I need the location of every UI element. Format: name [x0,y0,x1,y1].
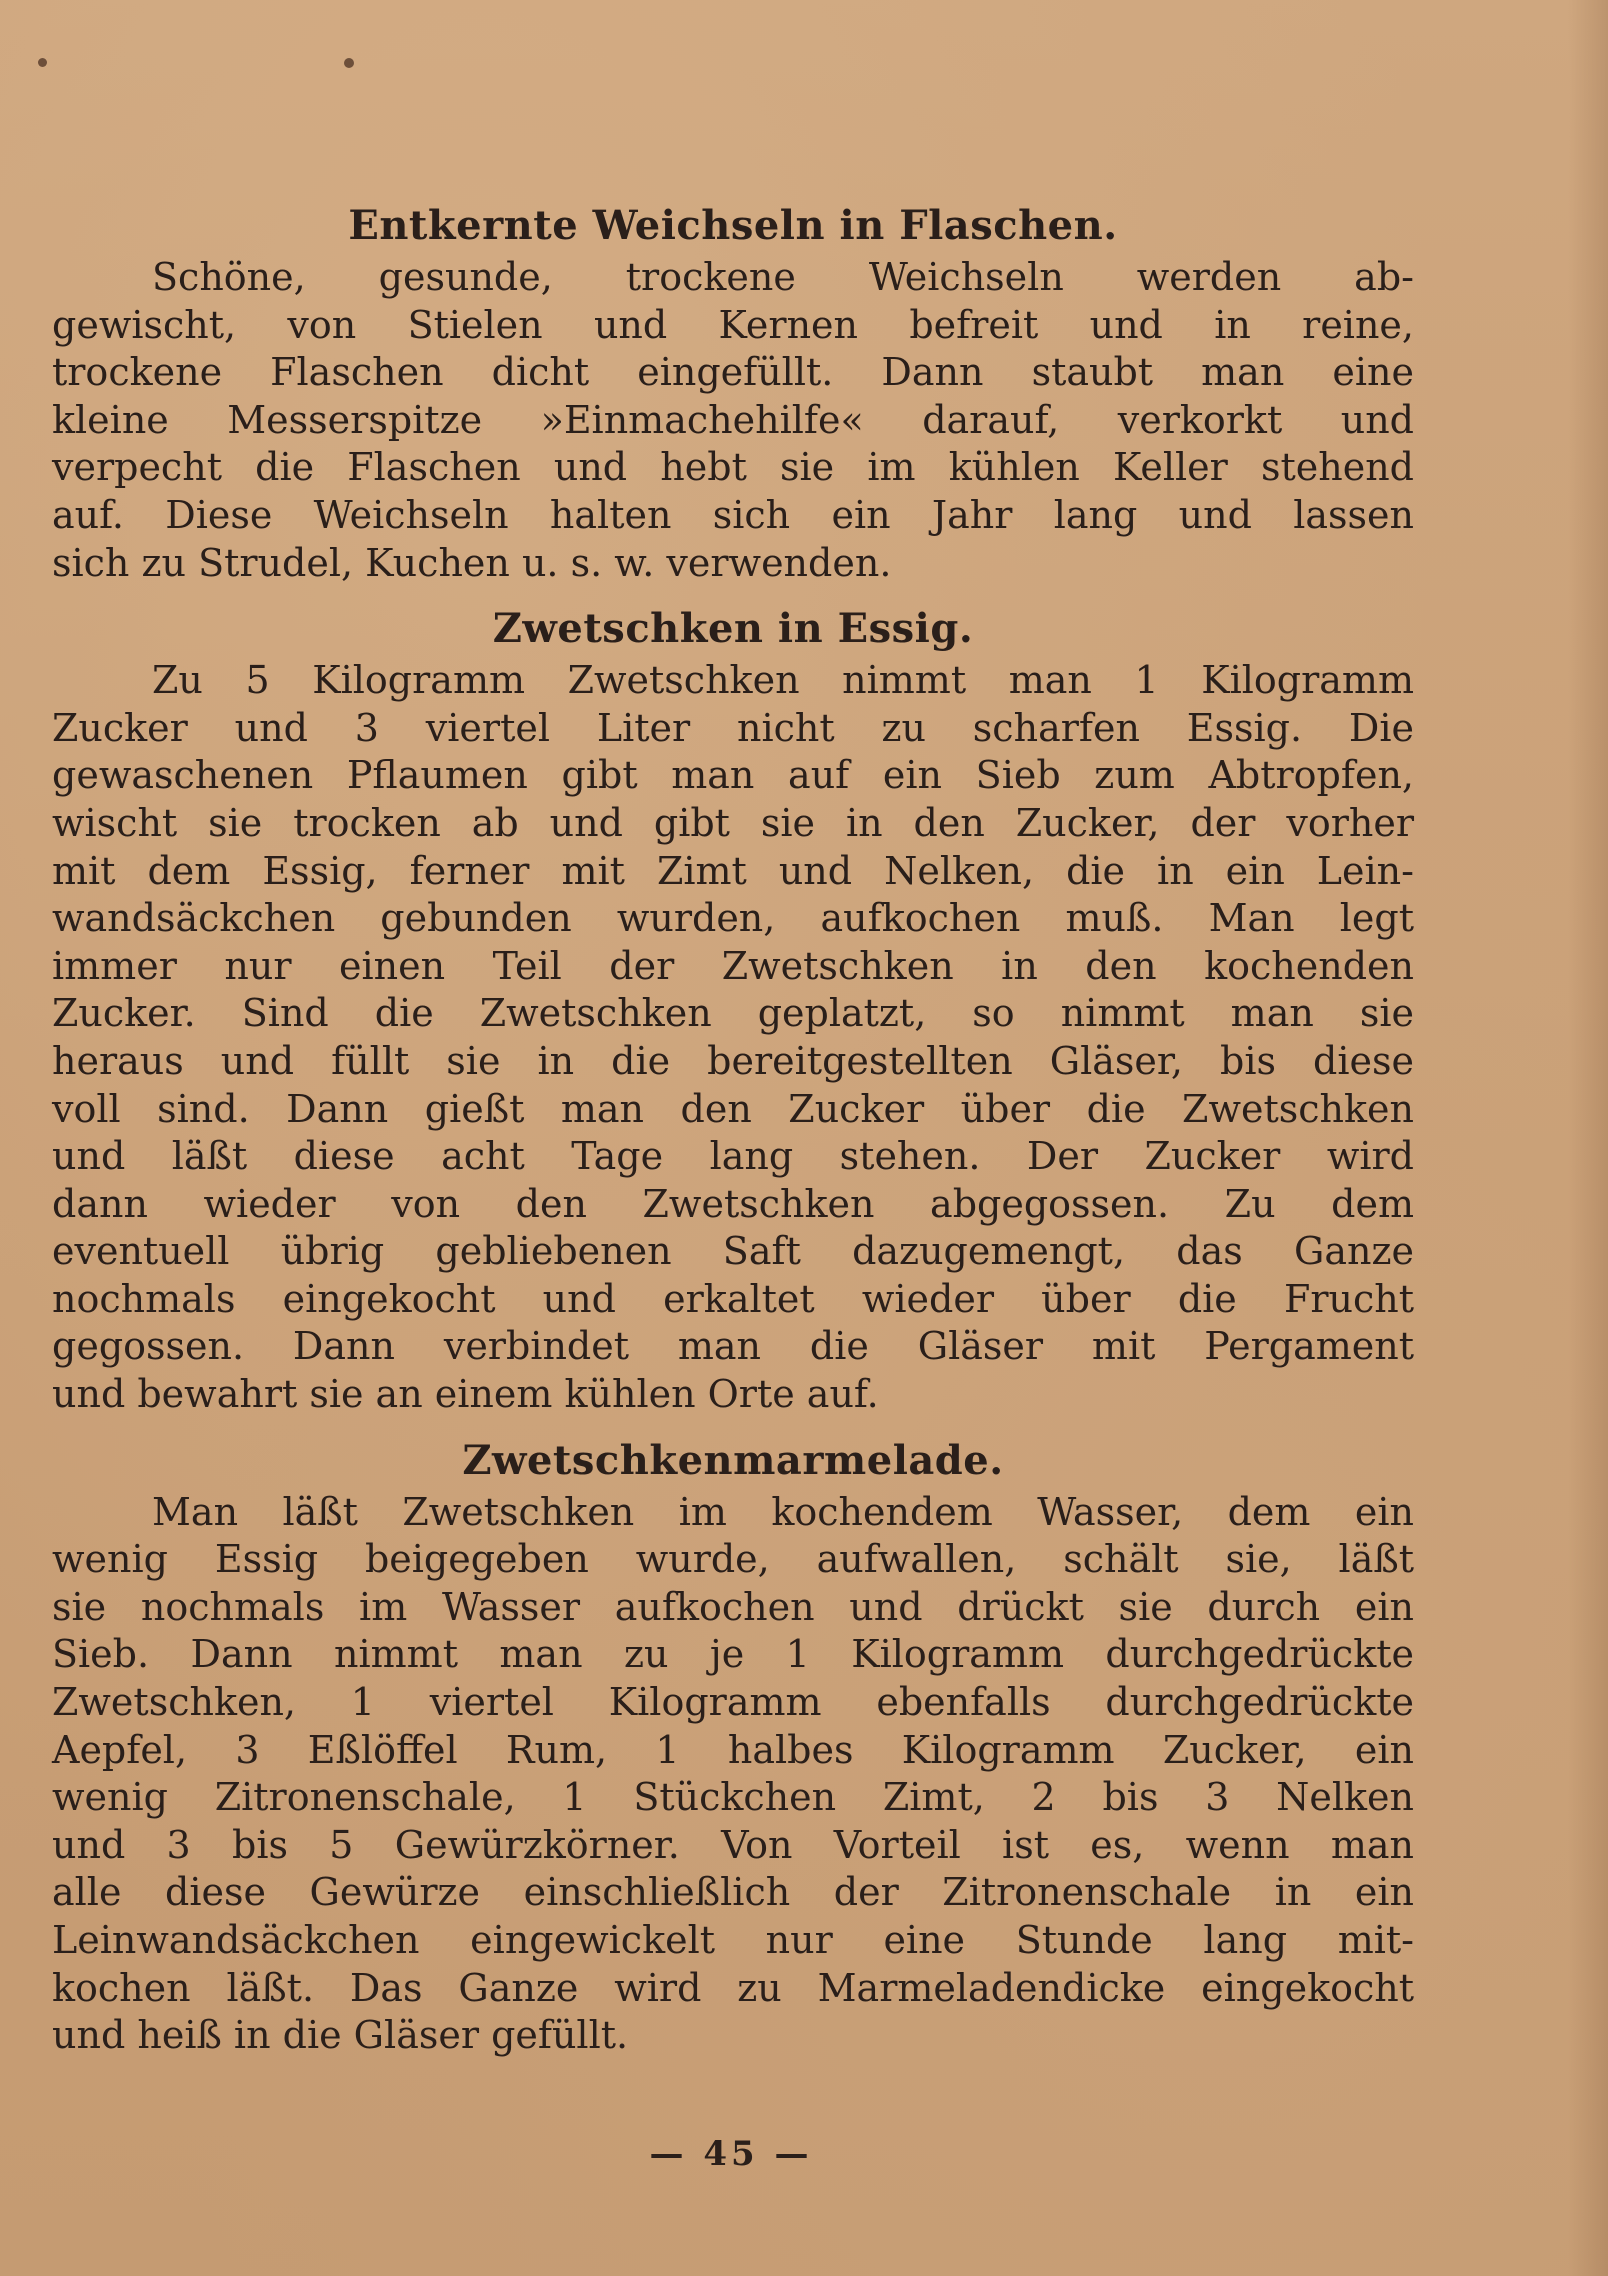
text-line: heraus und füllt sie in die bereitgestellten Gläser, bis diese [52,1038,1414,1083]
text-line: nochmals eingekocht und erkaltet wieder über die Frucht [52,1276,1414,1321]
text-line: Man läßt Zwetschken im kochendem Wasser, dem ein [152,1489,1414,1534]
text-line: Leinwandsäckchen eingewickelt nur eine Stunde lang mit- [52,1918,1414,1962]
text-line: trockene Flaschen dicht eingefüllt. Dann staubt man eine [52,350,1414,395]
text-line: Schöne, gesunde, trockene Weichseln werden ab- [152,255,1414,299]
text-line: Zucker. Sind die Zwetschken geplatzt, so nimmt man sie [52,991,1414,1036]
page-number: — 45 — [649,2134,813,2174]
recipe-zwetschken-essig [52,601,1414,1419]
recipe-zwetschkenmarmelade [52,1433,1414,2060]
recipe-heading: Zwetschken in Essig. [492,605,974,653]
recipe-weichseln [52,198,1414,587]
text-line: auf. Diese Weichseln halten sich ein Jahr lang und lassen [52,492,1414,537]
text-line: mit dem Essig, ferner mit Zimt und Nelken, die in ein Lein- [52,848,1414,893]
text-line: immer nur einen Teil der Zwetschken in den kochenden [52,943,1414,988]
ink-speck [38,58,47,67]
text-line: sich zu Strudel, Kuchen u. s. w. verwenden. [52,540,892,585]
text-line: wandsäckchen gebunden wurden, aufkochen muß. Man legt [52,896,1414,941]
text-line: gewaschenen Pflaumen gibt man auf ein Sieb zum Abtropfen, [52,753,1414,798]
text-line: Sieb. Dann nimmt man zu je 1 Kilogramm durchgedrückte [52,1632,1414,1677]
text-line: verpecht die Flaschen und hebt sie im kühlen Keller stehend [52,445,1414,490]
text-line: wischt sie trocken ab und gibt sie in den Zucker, der vorher [52,800,1414,845]
text-line: Aepfel, 3 Eßlöffel Rum, 1 halbes Kilogramm Zucker, ein [52,1727,1414,1772]
text-line: Zucker und 3 viertel Liter nicht zu scharfen Essig. Die [52,705,1414,750]
text-line: Zwetschken, 1 viertel Kilogramm ebenfalls durchgedrückte [52,1680,1414,1725]
text-line: und 3 bis 5 Gewürzkörner. Von Vorteil ist es, wenn man [52,1822,1414,1867]
recipe-heading: Entkernte Weichseln in Flaschen. [348,202,1118,249]
text-line: und bewahrt sie an einem kühlen Orte auf. [52,1372,879,1417]
page-text [52,198,1414,2060]
text-line: und läßt diese acht Tage lang stehen. Der Zucker wird [52,1134,1414,1179]
text-line: kleine Messerspitze »Einmachehilfe« darauf, verkorkt und [52,397,1414,442]
text-line: kochen läßt. Das Ganze wird zu Marmeladendicke eingekocht [52,1965,1414,2010]
text-line: gegossen. Dann verbindet man die Gläser mit Pergament [52,1324,1414,1369]
text-line: eventuell übrig gebliebenen Saft dazugemengt, das Ganze [52,1229,1414,1274]
ink-speck [344,58,354,68]
text-line: voll sind. Dann gießt man den Zucker über die Zwetschken [52,1086,1414,1131]
text-line: sie nochmals im Wasser aufkochen und drückt sie durch ein [52,1584,1414,1629]
text-line: wenig Essig beigegeben wurde, aufwallen, schält sie, läßt [52,1537,1414,1582]
page-edge-shadow [1568,0,1608,2276]
text-line: Zu 5 Kilogramm Zwetschken nimmt man 1 Kilogramm [152,658,1414,703]
recipe-heading: Zwetschkenmarmelade. [462,1436,1004,1484]
text-line: gewischt, von Stielen und Kernen befreit und in reine, [52,302,1414,347]
text-line: wenig Zitronenschale, 1 Stückchen Zimt, 2 bis 3 Nelken [52,1775,1414,1820]
text-line: und heiß in die Gläser gefüllt. [52,2013,629,2058]
text-line: alle diese Gewürze einschließlich der Zitronenschale in ein [52,1870,1414,1915]
text-line: dann wieder von den Zwetschken abgegossen. Zu dem [52,1181,1414,1226]
